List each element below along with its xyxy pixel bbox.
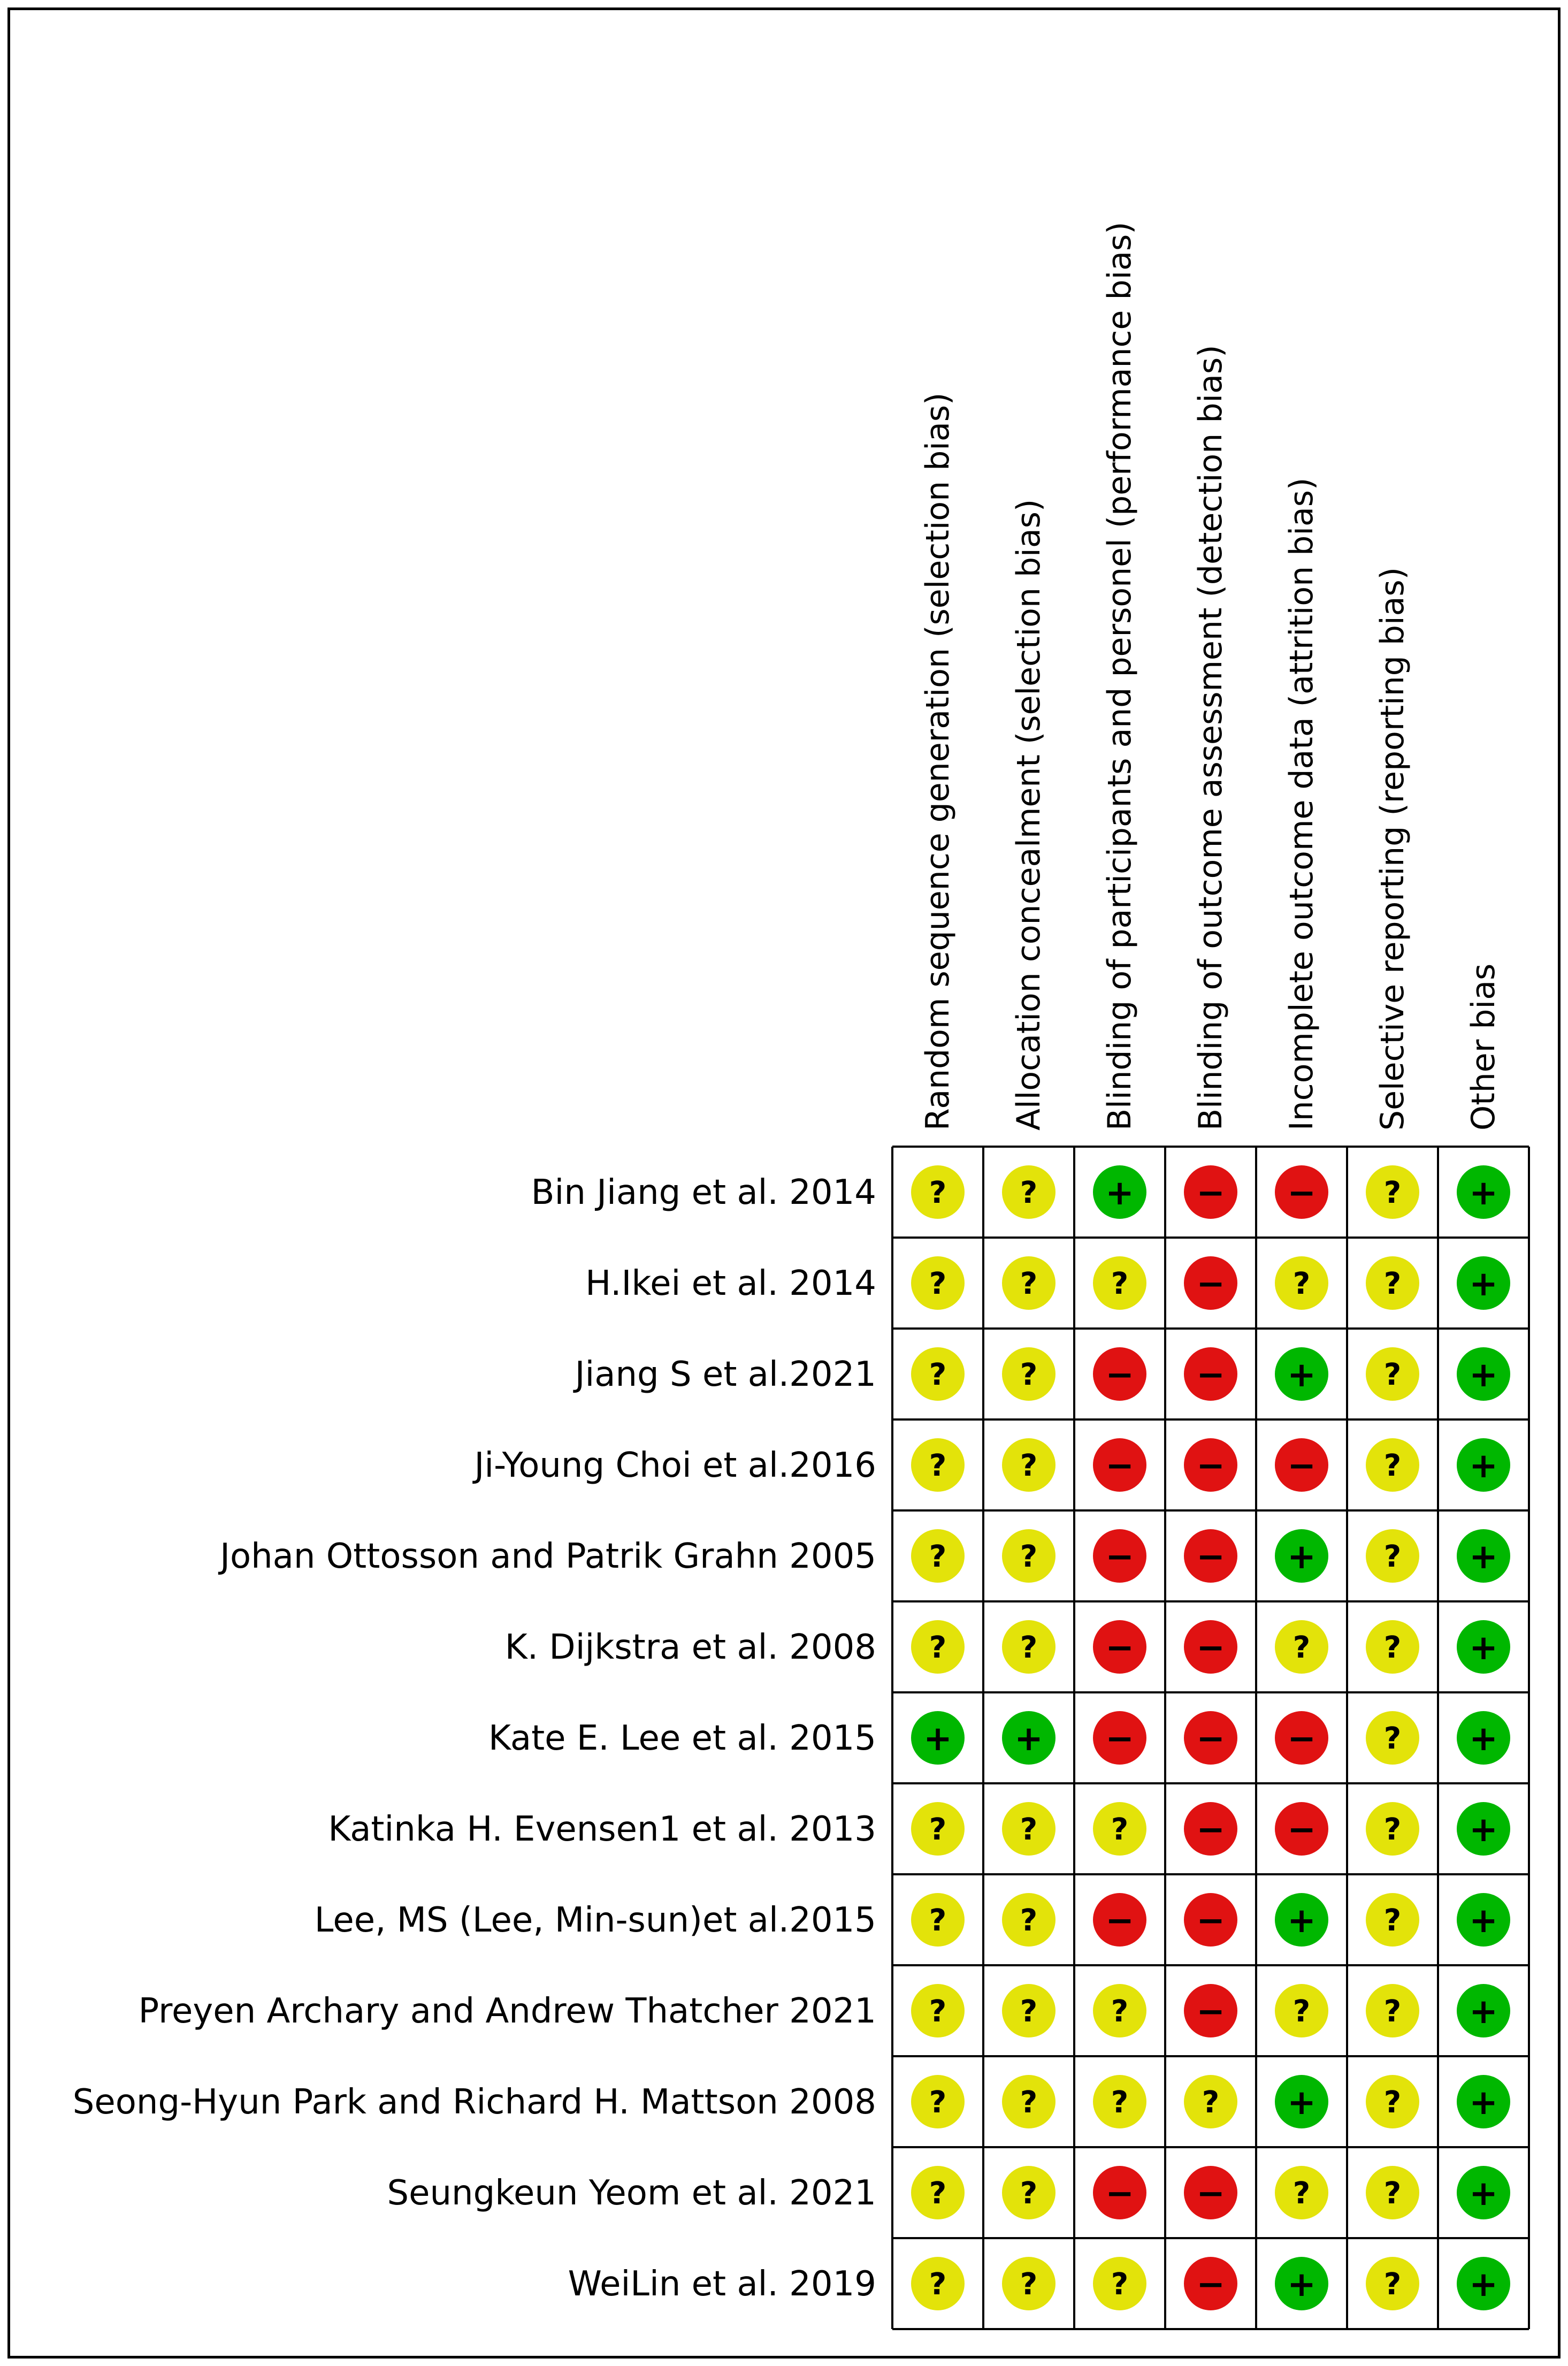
judgement-high-symbol: − [1105,1719,1134,1759]
judgement-high-symbol: − [1196,2174,1225,2214]
judgement-unclear-symbol: ? [1020,1539,1038,1575]
judgement-unclear-symbol: ? [929,1266,947,1302]
judgement-unclear-symbol: ? [1292,1994,1311,2029]
judgement-low-symbol: + [1469,1355,1498,1395]
judgement-low [1275,1529,1328,1583]
judgement-low-symbol: + [1469,1537,1498,1577]
judgement-unclear [1002,2075,1055,2128]
judgement-low [1457,1347,1510,1401]
judgement-high [1093,1529,1146,1583]
judgement-high [1184,1984,1237,2037]
judgement-high [1275,1165,1328,1219]
judgement-low-symbol: + [1287,2265,1316,2305]
judgement-low-symbol: + [1469,1264,1498,1304]
judgement-low-symbol: + [1469,1810,1498,1850]
judgement-unclear-symbol: ? [1292,2176,1311,2211]
study-label: Lee, MS (Lee, Min-sun)et al.2015 [314,1901,876,1940]
judgement-high-symbol: − [1287,1810,1316,1850]
judgement-high [1184,1165,1237,1219]
judgement-high [1184,2166,1237,2219]
judgement-unclear [1002,1984,1055,2037]
judgement-unclear [1093,1802,1146,1856]
judgement-unclear-symbol: ? [1383,1266,1402,1302]
judgement-unclear [911,1620,965,1674]
judgement-unclear [1002,1347,1055,1401]
judgement-unclear-symbol: ? [1383,1994,1402,2029]
judgement-low [1457,1893,1510,1947]
judgement-unclear [911,1529,965,1583]
judgement-unclear-symbol: ? [1020,1176,1038,1211]
judgement-unclear [1366,1529,1419,1583]
judgement-low-symbol: + [1469,2174,1498,2214]
judgement-high [1093,1620,1146,1674]
judgement-unclear-symbol: ? [929,1903,947,1938]
judgement-low-symbol: + [1287,1537,1316,1577]
judgement-high [1184,1347,1237,1401]
judgement-unclear-symbol: ? [1292,1630,1311,1666]
judgement-unclear [1366,1802,1419,1856]
judgement-unclear [1366,2075,1419,2128]
judgement-unclear [911,2257,965,2310]
judgement-high-symbol: − [1105,1628,1134,1668]
judgement-unclear [1002,1893,1055,1947]
judgement-low [1275,1347,1328,1401]
judgement-unclear [911,1347,965,1401]
judgement-low [911,1711,965,1765]
judgement-high-symbol: − [1196,1719,1225,1759]
study-label: Seungkeun Yeom et al. 2021 [387,2173,876,2213]
judgement-unclear [1093,1984,1146,2037]
judgement-unclear-symbol: ? [1111,2267,1129,2302]
judgement-high [1184,1711,1237,1765]
judgement-low-symbol: + [1287,2083,1316,2123]
judgement-high [1275,1438,1328,1492]
judgement-unclear-symbol: ? [1383,1630,1402,1666]
judgement-unclear-symbol: ? [929,1812,947,1848]
judgement-unclear-symbol: ? [1202,2085,1220,2120]
judgement-unclear [1366,2166,1419,2219]
study-label: Jiang S et al.2021 [575,1355,876,1394]
judgement-unclear [1366,1711,1419,1765]
judgement-unclear [1366,2257,1419,2310]
judgement-high [1275,1802,1328,1856]
judgement-unclear-symbol: ? [1020,2267,1038,2302]
row-labels [73,1173,876,2304]
judgement-high-symbol: − [1196,1355,1225,1395]
judgement-unclear-symbol: ? [1383,1903,1402,1938]
judgement-unclear [1366,1620,1419,1674]
judgement-high [1093,1438,1146,1492]
judgement-high [1184,1802,1237,1856]
judgement-unclear-symbol: ? [929,1630,947,1666]
judgement-low-symbol: + [1469,1173,1498,1213]
judgement-unclear [1093,2257,1146,2310]
judgement-high [1093,1893,1146,1947]
judgement-unclear [1002,1620,1055,1674]
judgement-unclear [911,1802,965,1856]
judgement-high [1184,1438,1237,1492]
judgement-high [1093,2166,1146,2219]
judgement-low [1457,2166,1510,2219]
column-header: Blinding of participants and personel (performance bias) [1101,222,1138,1131]
judgement-unclear [911,2075,965,2128]
judgement-low [1457,1529,1510,1583]
judgement-high [1184,1529,1237,1583]
judgement-unclear-symbol: ? [929,2085,947,2120]
judgement-low-symbol: + [1469,2083,1498,2123]
column-header: Allocation concealment (selection bias) [1010,499,1047,1131]
judgement-unclear [1366,1256,1419,1310]
column-header: Random sequence generation (selection bias) [919,392,957,1131]
judgement-low-symbol: + [1469,1901,1498,1941]
judgement-unclear [1366,1347,1419,1401]
judgement-low [1275,2257,1328,2310]
judgement-unclear [1093,1256,1146,1310]
judgement-low-symbol: + [1469,2265,1498,2305]
judgement-unclear-symbol: ? [1020,1357,1038,1393]
judgement-unclear [1002,1802,1055,1856]
judgement-unclear-symbol: ? [1383,2085,1402,2120]
judgement-unclear-symbol: ? [929,1448,947,1484]
judgement-low-symbol: + [1469,1628,1498,1668]
judgement-unclear [1275,2166,1328,2219]
judgement-unclear-symbol: ? [1020,1448,1038,1484]
judgement-unclear [1002,2166,1055,2219]
column-header: Blinding of outcome assessment (detection bias) [1192,345,1229,1131]
judgement-unclear [1002,1438,1055,1492]
judgement-high-symbol: − [1105,1446,1134,1486]
judgement-unclear-symbol: ? [929,1539,947,1575]
study-label: Preyen Archary and Andrew Thatcher 2021 [138,1991,876,2031]
judgement-low [1457,1711,1510,1765]
judgement-low [1002,1711,1055,1765]
column-header: Incomplete outcome data (attrition bias) [1283,477,1320,1131]
judgement-unclear [1002,1165,1055,1219]
judgement-unclear-symbol: ? [1383,1357,1402,1393]
judgement-unclear [1093,2075,1146,2128]
judgement-unclear-symbol: ? [929,1357,947,1393]
judgement-low [1457,1438,1510,1492]
judgement-high [1184,1893,1237,1947]
judgement-high [1184,1256,1237,1310]
judgement-unclear-symbol: ? [1292,1266,1311,1302]
judgement-unclear-symbol: ? [1111,1994,1129,2029]
judgement-unclear-symbol: ? [1383,1448,1402,1484]
judgement-unclear-symbol: ? [1383,1721,1402,1757]
judgement-unclear [1184,2075,1237,2128]
judgement-unclear-symbol: ? [1383,1176,1402,1211]
judgement-high-symbol: − [1196,1173,1225,1213]
judgement-unclear-symbol: ? [929,1176,947,1211]
judgement-low-symbol: + [1287,1355,1316,1395]
judgement-high-symbol: − [1196,1446,1225,1486]
judgement-unclear [911,1893,965,1947]
judgement-unclear [1002,1256,1055,1310]
judgement-low-symbol: + [1469,1446,1498,1486]
study-label: Kate E. Lee et al. 2015 [488,1719,876,1758]
judgement-low [1457,1256,1510,1310]
judgement-high-symbol: − [1287,1719,1316,1759]
judgement-high-symbol: − [1105,1537,1134,1577]
judgement-unclear [1275,1256,1328,1310]
judgement-low [1457,1802,1510,1856]
judgement-unclear-symbol: ? [1111,2085,1129,2120]
judgement-unclear-symbol: ? [1020,1903,1038,1938]
judgement-unclear [1002,1529,1055,1583]
judgement-unclear [911,1438,965,1492]
judgement-unclear-symbol: ? [1383,2176,1402,2211]
judgement-low [1275,1893,1328,1947]
judgement-unclear [1275,1620,1328,1674]
study-label: Seong-Hyun Park and Richard H. Mattson 2008 [72,2082,876,2122]
judgement-unclear [1002,2257,1055,2310]
study-label: H.Ikei et al. 2014 [585,1264,876,1303]
study-label: WeiLin et al. 2019 [568,2264,876,2304]
judgement-low [1093,1165,1146,1219]
judgement-unclear [911,1984,965,2037]
judgement-low-symbol: + [923,1719,952,1759]
column-header: Other bias [1465,963,1502,1131]
judgement-low [1457,1165,1510,1219]
judgement-unclear [911,1256,965,1310]
judgement-unclear-symbol: ? [1111,1812,1129,1848]
judgement-high-symbol: − [1196,1901,1225,1941]
judgement-unclear-symbol: ? [1020,1812,1038,1848]
judgement-high-symbol: − [1196,1628,1225,1668]
judgement-low-symbol: + [1469,1992,1498,2032]
judgement-low [1457,1620,1510,1674]
judgement-unclear-symbol: ? [1020,1630,1038,1666]
judgement-unclear [1366,1893,1419,1947]
judgement-unclear [1366,1984,1419,2037]
judgement-unclear [911,2166,965,2219]
judgement-low-symbol: + [1469,1719,1498,1759]
study-label: Ji-Young Choi et al.2016 [474,1446,876,1485]
judgement-unclear-symbol: ? [1383,1539,1402,1575]
judgement-unclear [1275,1984,1328,2037]
judgement-unclear [1366,1438,1419,1492]
judgement-high-symbol: − [1105,1901,1134,1941]
column-labels [919,222,1502,1131]
judgement-high [1184,2257,1237,2310]
judgement-high [1184,1620,1237,1674]
judgement-high-symbol: − [1287,1446,1316,1486]
judgement-high-symbol: − [1196,1992,1225,2032]
judgement-low-symbol: + [1287,1901,1316,1941]
judgement-unclear-symbol: ? [929,1994,947,2029]
study-label: K. Dijkstra et al. 2008 [504,1628,876,1667]
judgement-unclear [911,1165,965,1219]
judgement-unclear-symbol: ? [929,2176,947,2211]
judgement-high-symbol: − [1287,1173,1316,1213]
judgement-high [1093,1347,1146,1401]
study-label: Katinka H. Evensen1 et al. 2013 [328,1810,876,1849]
judgement-low [1457,2257,1510,2310]
judgement-low [1275,2075,1328,2128]
judgement-unclear-symbol: ? [1020,2085,1038,2120]
judgement-unclear-symbol: ? [1020,1994,1038,2029]
judgement-low-symbol: + [1014,1719,1043,1759]
judgement-high-symbol: − [1105,2174,1134,2214]
judgement-high-symbol: − [1196,2265,1225,2305]
judgement-high-symbol: − [1196,1537,1225,1577]
judgement-unclear [1366,1165,1419,1219]
judgement-low [1457,1984,1510,2037]
judgement-unclear-symbol: ? [1111,1266,1129,1302]
judgement-low [1457,2075,1510,2128]
judgement-high-symbol: − [1105,1355,1134,1395]
cells [911,1165,1510,2310]
judgement-high [1093,1711,1146,1765]
judgement-high-symbol: − [1196,1264,1225,1304]
study-label: Bin Jiang et al. 2014 [531,1173,876,1212]
judgement-unclear-symbol: ? [1020,2176,1038,2211]
column-header: Selective reporting (reporting bias) [1374,567,1411,1131]
study-label: Johan Ottosson and Patrik Grahn 2005 [220,1537,876,1576]
judgement-high-symbol: − [1196,1810,1225,1850]
judgement-unclear-symbol: ? [1020,1266,1038,1302]
judgement-unclear-symbol: ? [1383,2267,1402,2302]
judgement-high [1275,1711,1328,1765]
judgement-low-symbol: + [1105,1173,1134,1213]
judgement-unclear-symbol: ? [1383,1812,1402,1848]
judgement-unclear-symbol: ? [929,2267,947,2302]
